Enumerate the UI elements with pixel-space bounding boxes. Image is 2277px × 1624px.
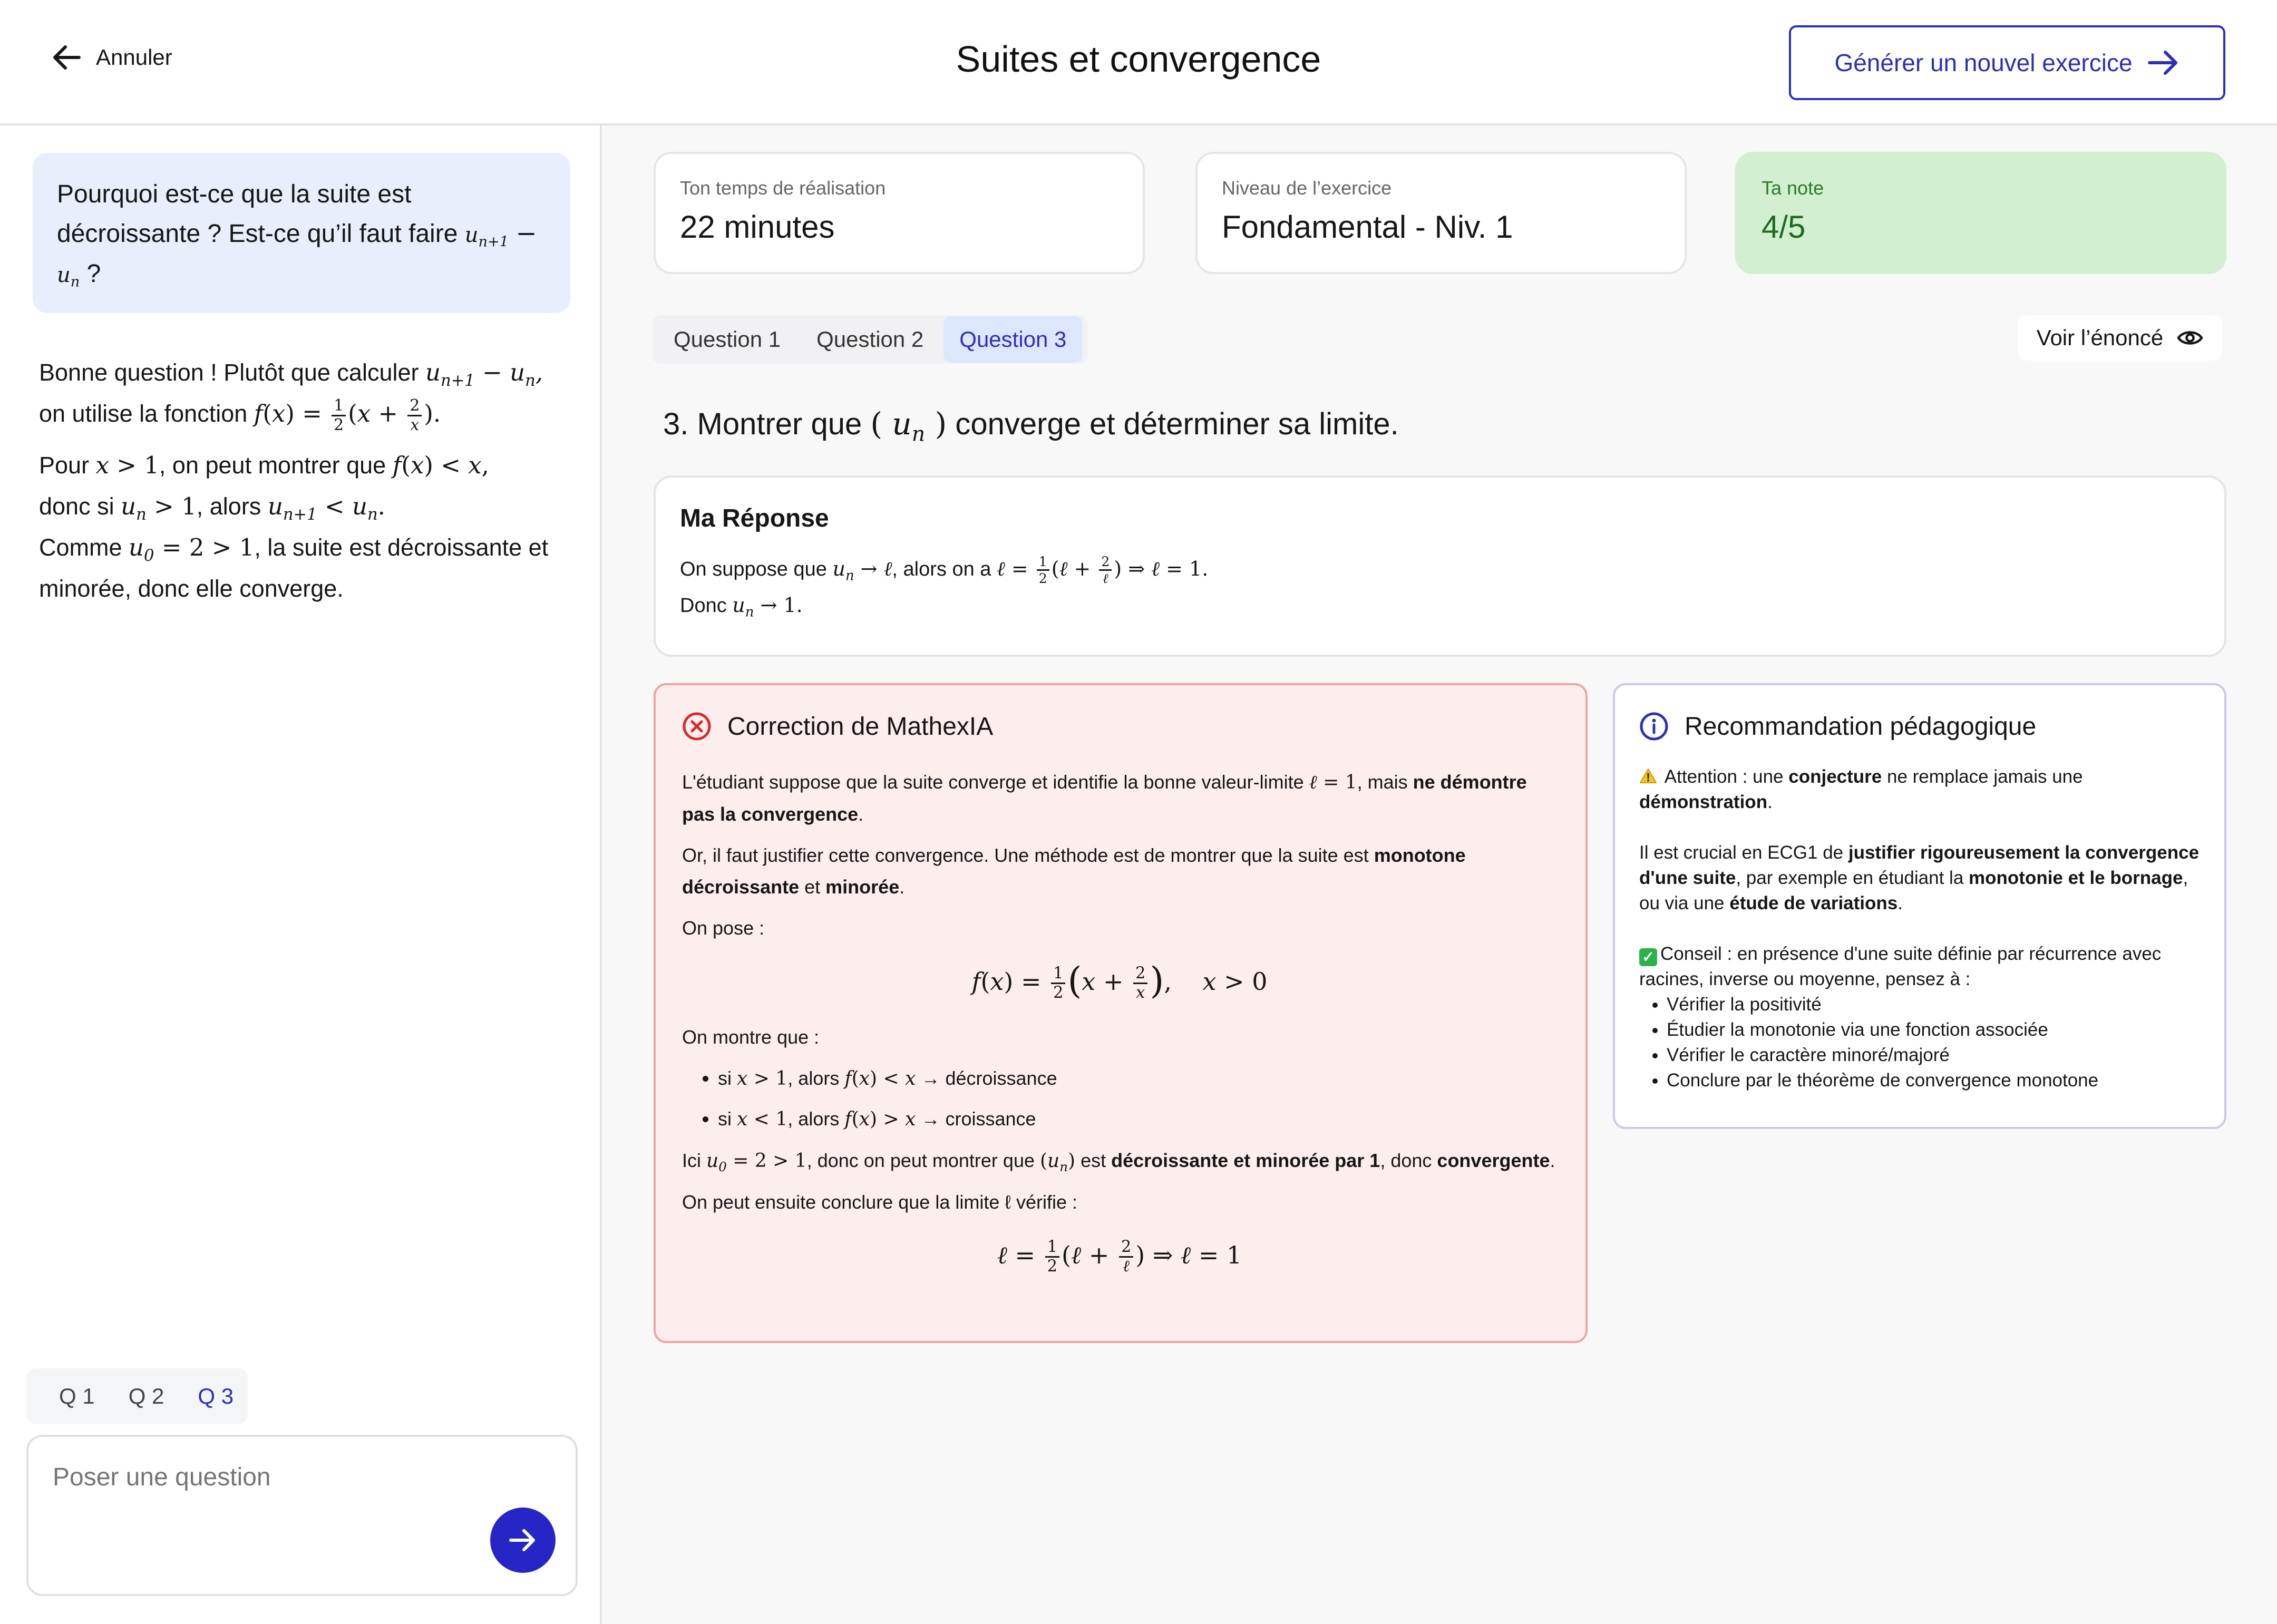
assistant-text: , on peut montrer que	[159, 452, 386, 479]
recommendation-emphasis: étude de variations	[1729, 893, 1898, 913]
list-item: • si x > 1, alors f(x) < x → décroissance	[718, 1063, 1557, 1095]
recommendation-emphasis: justifier rigoureusement la convergence d'une suite	[1639, 842, 2200, 888]
correction-text: On peut ensuite conclure que la limite ℓ vérifie :	[682, 1191, 1078, 1213]
list-item: • si x < 1, alors f(x) > x → croissance	[718, 1103, 1557, 1135]
recommendation-emphasis: conjecture	[1788, 766, 1882, 787]
ask-question-input[interactable]	[52, 1462, 475, 1492]
limit-equation: ℓ = $\frac{1}{2}$ (ℓ + $\frac{2}{\text{ℓ}}$ ) ⇒ ℓ = 1	[997, 1237, 1242, 1276]
recommendation-text: Conseil : en présence d'une suite définie par récurrence avec racines, inverse ou moyenne, pensez à :	[1639, 944, 2162, 989]
assistant-text: on utilise la fonction	[39, 400, 248, 427]
assistant-text: , la suite est décroissante et minorée, donc elle converge.	[39, 534, 549, 602]
cancel-button[interactable]	[51, 44, 172, 71]
tips-list	[1639, 992, 2208, 1093]
correction-text: On pose :	[682, 917, 765, 939]
check-box-icon: ✓	[1639, 948, 1657, 966]
level-value: Fondamental - Niv. 1	[1222, 209, 1513, 245]
correction-header	[682, 712, 1585, 741]
generate-exercise-label: Générer un nouvel exercice	[1834, 49, 2133, 76]
recommendation-emphasis: démonstration	[1639, 792, 1768, 812]
math-expression: $(u_n)$	[1040, 1150, 1076, 1174]
assistant-text: , alors	[196, 493, 261, 520]
math-expression: −	[515, 219, 537, 248]
math-expression: $u_n$	[57, 263, 80, 290]
time-card	[654, 152, 1145, 274]
math-expression: ℓ	[1309, 772, 1317, 793]
arrow-right-icon	[508, 1528, 538, 1552]
tab-question-1[interactable]: Question 1	[674, 327, 781, 352]
correction-body: L'étudiant suppose que la suite converge et identifie la bonne valeur-limite ℓ = 1, mais ne démontre pas la convergence. Or, il faut justifier cette convergence. Une méthode est de montrer que la suite est monotone décroissante et minorée. On pose : f(x) = $\frac{1}{2}$ (x + $\frac{2}{x}$ ), x > 0 On montre que : • si x > 1, alors f(x) < x → décroissance • si x < 1, alors f(x) > x → croissance Ici $u_0 = 2 > 1$, donc on peut montrer que $(u_n)$ est décroissante et minorée par 1, donc convergente. On peut ensuite conclure que la limite ℓ vérifie : ℓ = $\frac{1}{2}$ (ℓ + $\frac{2}{\text{ℓ}}$ ) ⇒ ℓ = 1	[682, 766, 1557, 1275]
math-expression: x	[95, 451, 109, 479]
assistant-text: Pour	[39, 452, 90, 479]
math-expression: $u_n$	[832, 557, 854, 584]
correction-text: Ici	[682, 1149, 701, 1171]
correction-title: Correction de MathexIA	[727, 712, 994, 741]
q-tab-3[interactable]: Q 3	[198, 1384, 234, 1408]
math-expression: $u_{n+1}$	[267, 492, 317, 524]
question-number: 3.	[663, 407, 689, 441]
time-value: 22 minutes	[680, 209, 835, 245]
grade-label: Ta note	[1762, 177, 1824, 199]
question-text-before: Montrer que	[697, 407, 862, 441]
correction-text: est	[1081, 1149, 1106, 1171]
assistant-text: Bonne question ! Plutôt que calculer	[39, 359, 419, 386]
answer-text: , alors on a	[892, 558, 991, 580]
correction-emphasis: minorée	[825, 876, 900, 898]
list-item: • Conclure par le théorème de convergence monotone	[1667, 1068, 2208, 1093]
assistant-text: donc si	[39, 493, 114, 520]
correction-card	[654, 683, 1588, 1343]
math-fraction: $\frac{2}{x}$	[407, 398, 422, 433]
level-card	[1195, 152, 1687, 274]
recommendation-card	[1613, 683, 2226, 1129]
math-fraction: $\frac{1}{2}$	[332, 398, 346, 433]
list-item: • Vérifier le caractère minoré/majoré	[1667, 1043, 2208, 1068]
function-definition: f(x) = $\frac{1}{2}$ (x + $\frac{2}{x}$ ), x > 0	[971, 960, 1268, 1003]
math-expression: f	[254, 400, 263, 427]
assistant-message: Bonne question ! Plutôt que calculer $u_{n+1} - u_n$, on utilise la fonction f(x) = $\frac{1}{2}$ (x + $\frac{2}{x}$ ). Pour x > 1, on peut montrer que f(x) < x, donc si $u_n > 1$, alors $u_{n+1} < u_n$. Comme $u_0 = 2 > 1$, la suite est décroissante et minorée, donc elle converge.	[39, 358, 549, 602]
q-tab-2[interactable]: Q 2	[128, 1384, 164, 1408]
view-statement-label: Voir l’énoncé	[2036, 325, 2164, 350]
correction-text: On montre que :	[682, 1026, 820, 1048]
correction-emphasis: décroissante et minorée par 1	[1111, 1149, 1380, 1171]
grade-value: 4/5	[1762, 209, 1806, 245]
correction-emphasis: ne démontre pas la convergence	[682, 771, 1527, 825]
correction-text: Or, il faut justifier cette convergence. Une méthode est de montrer que la suite est	[682, 844, 1369, 866]
correction-text: , donc on peut montrer que	[806, 1149, 1035, 1171]
question-tabs	[653, 315, 1087, 364]
question-text-after: converge et déterminer sa limite.	[955, 407, 1399, 441]
recommendation-header	[1639, 712, 2224, 741]
recommendation-body: Attention : une conjecture ne remplace jamais une démonstration. Il est crucial en ECG1 de justifier rigoureusement la convergence d'une suite, par exemple en étudiant la monotonie et le bornage, ou via une étude de variations. ✓ Conseil : en présence d'une suite définie par récurrence avec racines, inverse ou moyenne, pensez à : • Vérifier la positivité • Étudier la monotonie via une fonction associée • Vérifier le caractère minoré/majoré • Conclure par le théorème de convergence monotone	[1639, 764, 2208, 1093]
math-fraction: $\frac{1}{2}$	[1037, 555, 1049, 585]
page-title: Suites et convergence	[956, 38, 1321, 80]
my-answer-body: On suppose que $u_n$ → ℓ, alors on a ℓ = $\frac{1}{2}$ (ℓ + $\frac{2}{\text{ℓ}}$ ) ⇒ ℓ = 1. Donc $u_n \to 1$.	[680, 554, 1209, 620]
assistant-text: Comme	[39, 534, 122, 561]
math-expression: $u_{n+1}$	[464, 223, 509, 250]
arrow-right-icon	[2146, 50, 2180, 76]
question-title	[663, 406, 1399, 446]
correction-text: , mais	[1357, 771, 1408, 793]
answer-text: Donc	[680, 595, 727, 617]
math-expression: f	[392, 451, 402, 479]
list-item: • Étudier la monotonie via une fonction associée	[1667, 1017, 2208, 1043]
correction-emphasis: convergente	[1437, 1149, 1550, 1171]
correction-list	[682, 1063, 1557, 1135]
tab-question-2[interactable]: Question 2	[816, 327, 924, 352]
q-tab-1[interactable]: Q 1	[59, 1384, 95, 1408]
view-statement-button[interactable]	[2018, 315, 2222, 361]
math-expression: $u_0$	[706, 1150, 727, 1174]
chat-panel	[0, 125, 602, 1624]
math-expression: ℓ	[996, 557, 1005, 580]
recommendation-emphasis: monotonie et le bornage	[1969, 868, 2183, 888]
math-expression: $u_0$	[129, 533, 154, 565]
grade-card	[1735, 152, 2226, 274]
x-circle-icon	[682, 712, 712, 741]
list-item: • Vérifier la positivité	[1667, 992, 2208, 1017]
correction-text: et	[804, 876, 821, 898]
user-message	[33, 153, 570, 313]
warning-icon	[1639, 768, 1657, 784]
ask-question-box	[26, 1435, 578, 1596]
app-header	[0, 0, 2277, 125]
time-label: Ton temps de réalisation	[680, 177, 886, 199]
exercise-area	[602, 125, 2277, 1624]
info-circle-icon	[1639, 712, 1669, 741]
my-answer-title: Ma Réponse	[680, 504, 829, 532]
send-button[interactable]	[490, 1508, 556, 1573]
correction-emphasis: monotone décroissante	[682, 844, 1466, 898]
math-expression: $u_{n+1} - u_n$,	[425, 358, 543, 390]
user-question-end: ?	[86, 260, 101, 288]
math-expression: $u_n$	[121, 492, 147, 524]
generate-exercise-button[interactable]	[1789, 25, 2225, 100]
recommendation-title: Recommandation pédagogique	[1685, 712, 2037, 741]
eye-icon	[2177, 328, 2203, 347]
question-switcher	[26, 1368, 248, 1424]
math-expression: ( $u_n$ )	[870, 406, 947, 446]
level-label: Niveau de l’exercice	[1222, 177, 1392, 199]
my-answer-card	[654, 475, 2226, 657]
math-fraction: $\frac{2}{\text{ℓ}}$	[1099, 555, 1112, 585]
arrow-left-icon	[51, 44, 82, 71]
math-expression: $u_n$	[732, 594, 754, 620]
correction-text: L'étudiant suppose que la suite converge et identifie la bonne valeur-limite	[682, 771, 1304, 793]
user-question-text: Pourquoi est-ce que la suite est décroissante ? Est-ce qu’il faut faire	[57, 180, 458, 248]
cancel-label: Annuler	[96, 45, 172, 70]
answer-text: On suppose que	[680, 558, 827, 580]
tab-question-3[interactable]: Question 3	[943, 316, 1082, 363]
